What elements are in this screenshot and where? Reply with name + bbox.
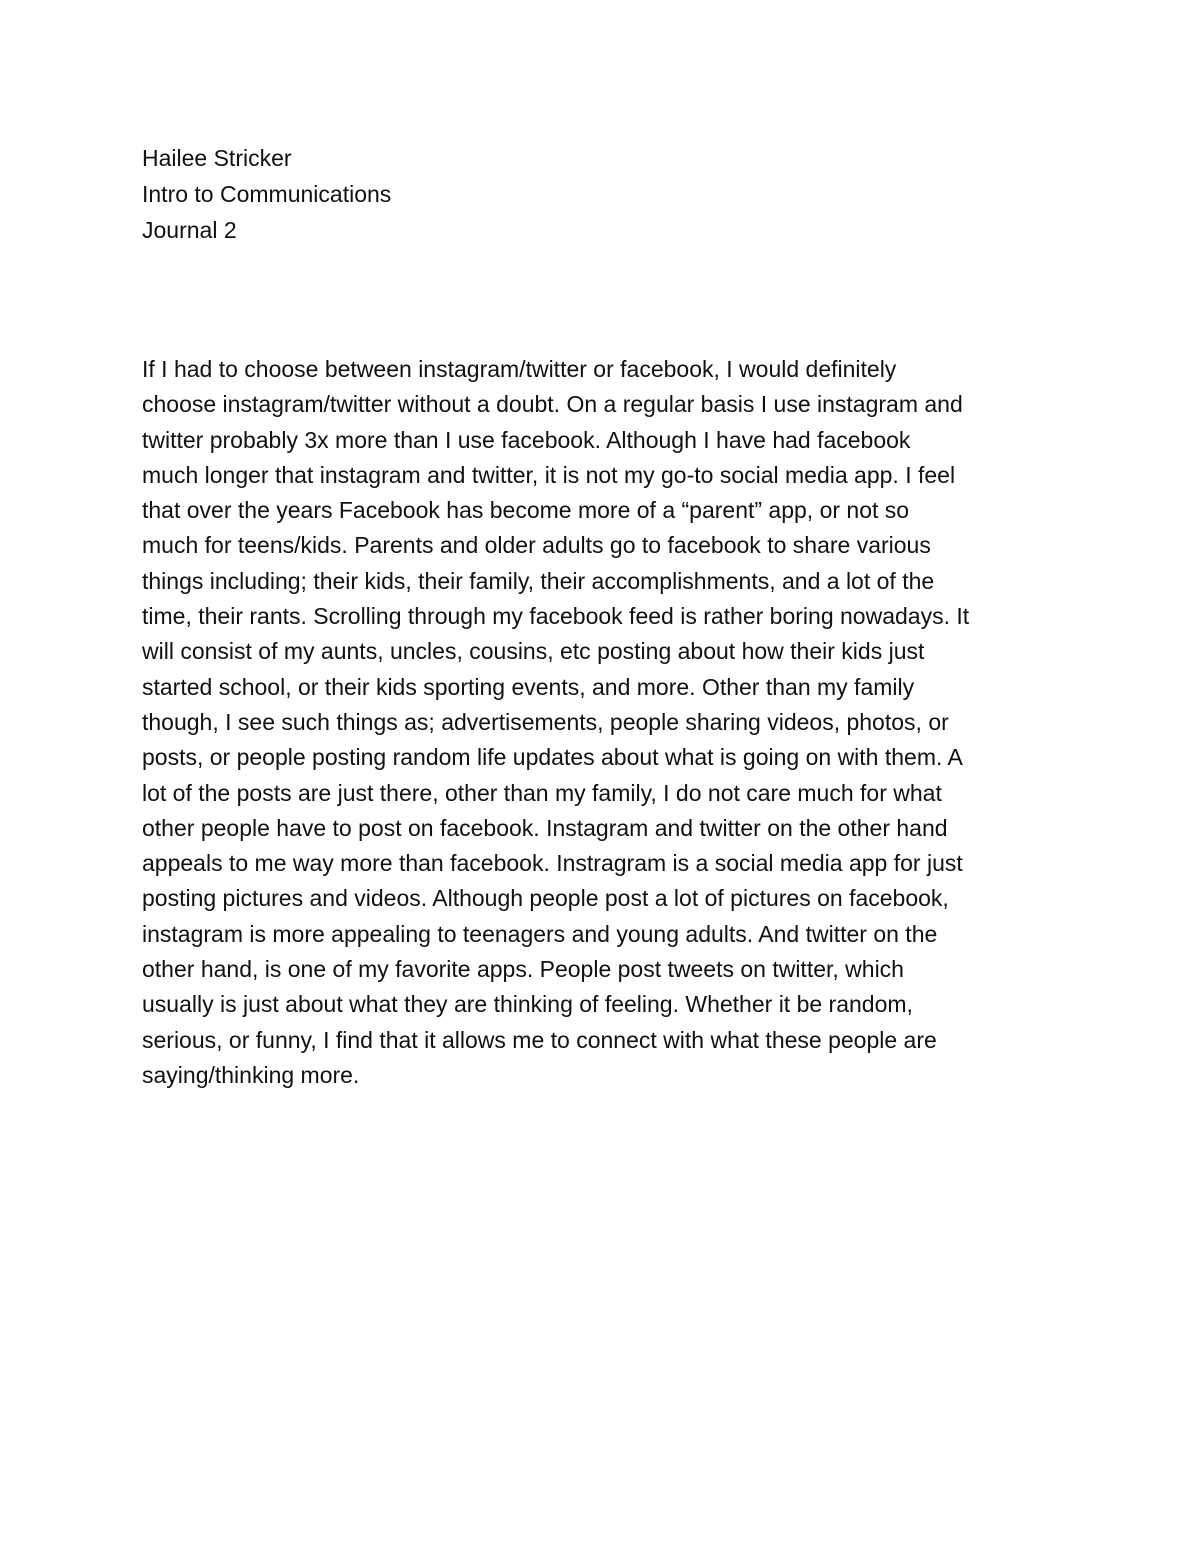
- body-line: started school, or their kids sporting events, and more. Other than my family: [142, 673, 915, 700]
- journal-body: [142, 352, 1072, 1093]
- body-line: other people have to post on facebook. Instagram and twitter on the other hand: [142, 814, 948, 841]
- body-line: will consist of my aunts, uncles, cousins, etc posting about how their kids just: [142, 638, 925, 665]
- body-line: usually is just about what they are thinking of feeling. Whether it be random,: [142, 991, 913, 1018]
- body-line: much for teens/kids. Parents and older adults go to facebook to share various: [142, 532, 931, 559]
- course-name: Intro to Communications: [142, 181, 392, 207]
- body-line: time, their rants. Scrolling through my facebook feed is rather boring nowadays. It: [142, 603, 970, 630]
- body-line: instagram is more appealing to teenagers and young adults. And twitter on the: [142, 920, 938, 947]
- body-line: posts, or people posting random life updates about what is going on with them. A: [142, 744, 963, 771]
- body-line: saying/thinking more.: [142, 1061, 360, 1088]
- author-name: Hailee Stricker: [142, 145, 292, 171]
- body-line: If I had to choose between instagram/twitter or facebook, I would definitely: [142, 356, 897, 382]
- body-line: things including; their kids, their family, their accomplishments, and a lot of the: [142, 567, 935, 594]
- assignment-title: Journal 2: [142, 217, 237, 243]
- body-line: that over the years Facebook has become more of a “parent” app, or not so: [142, 497, 910, 524]
- body-line: posting pictures and videos. Although people post a lot of pictures on facebook,: [142, 885, 949, 912]
- body-line: choose instagram/twitter without a doubt. On a regular basis I use instagram and: [142, 391, 963, 418]
- body-line: other hand, is one of my favorite apps. People post tweets on twitter, which: [142, 956, 904, 983]
- body-line: appeals to me way more than facebook. Instragram is a social media app for just: [142, 850, 963, 877]
- body-line: lot of the posts are just there, other than my family, I do not care much for what: [142, 779, 942, 806]
- body-line: serious, or funny, I find that it allows me to connect with what these people are: [142, 1026, 937, 1053]
- body-line: though, I see such things as; advertisements, people sharing videos, photos, or: [142, 708, 949, 735]
- body-line: twitter probably 3x more than I use facebook. Although I have had facebook: [142, 426, 911, 453]
- body-line: much longer that instagram and twitter, it is not my go-to social media app. I feel: [142, 461, 956, 488]
- document-header: [142, 140, 391, 248]
